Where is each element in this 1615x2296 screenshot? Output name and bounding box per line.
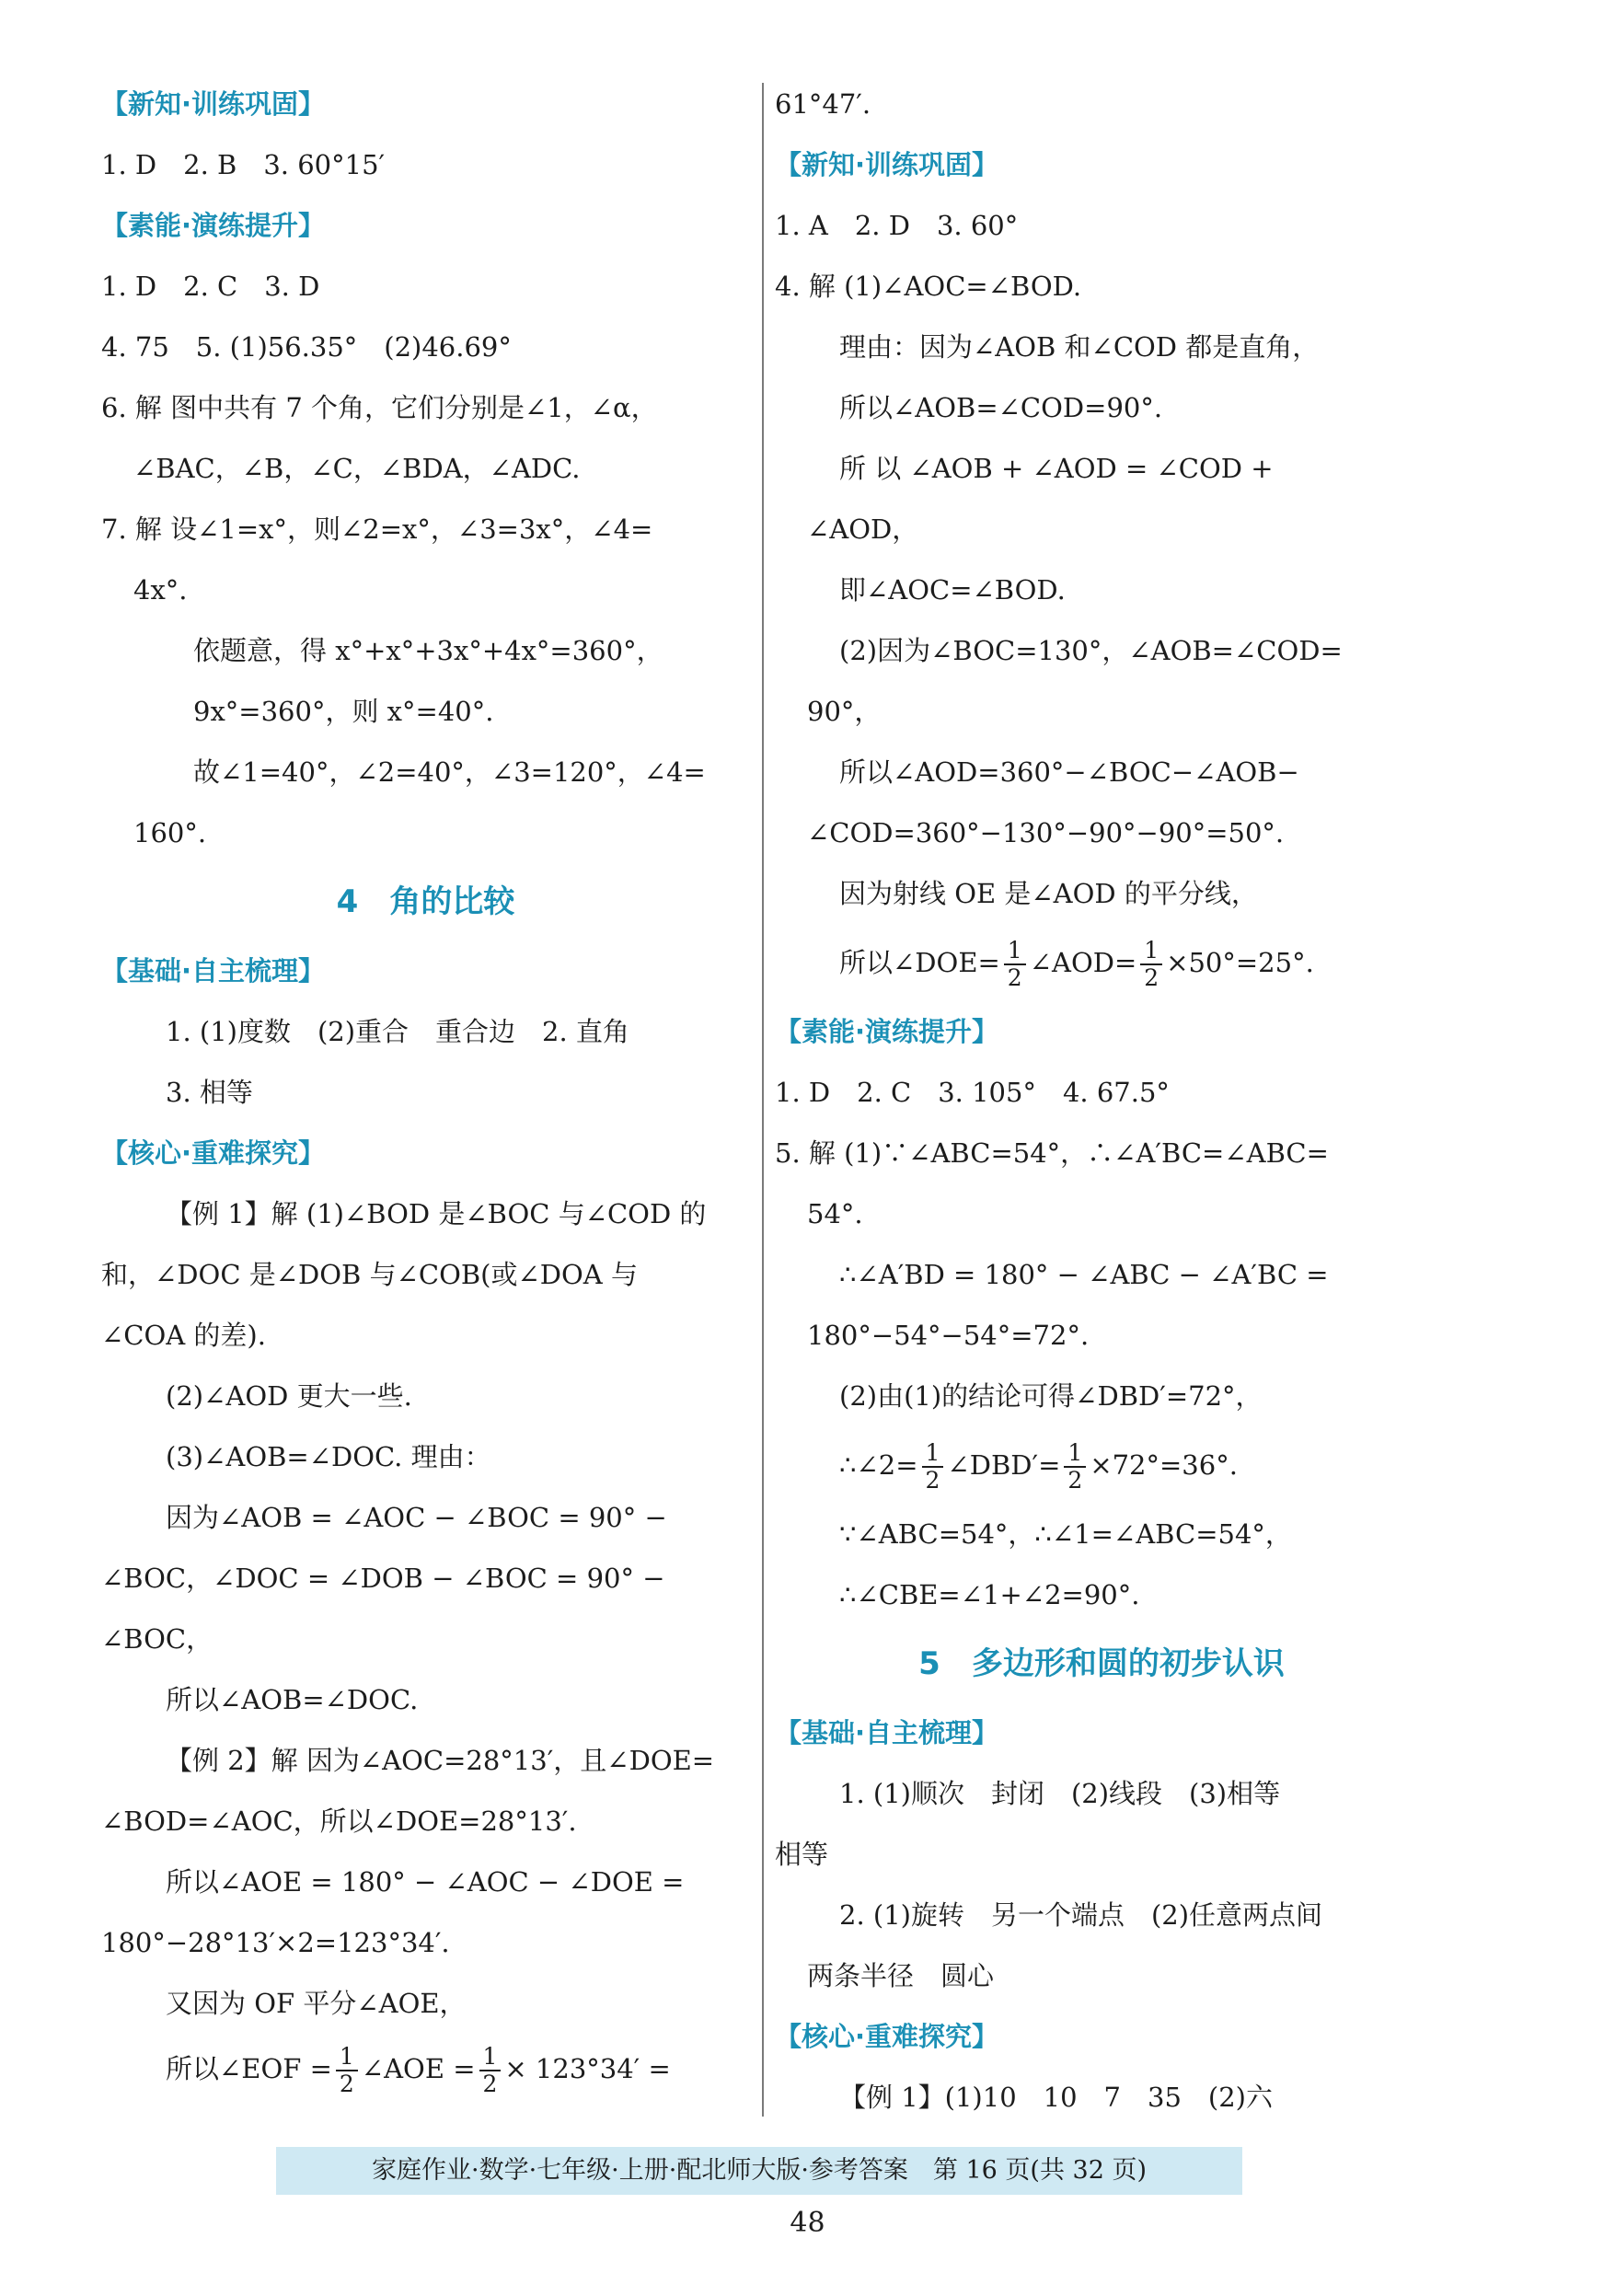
heading-xinzhi: 【新知·训练巩固】 bbox=[101, 88, 326, 120]
answer-line: 【例 1】(1)10 10 7 35 (2)六 bbox=[839, 2082, 1273, 2113]
answer-line: 180°−54°−54°=72°. bbox=[807, 1320, 1090, 1351]
answer-line: 6. 解 图中共有 7 个角，它们分别是∠1，∠α， bbox=[101, 392, 658, 423]
answer-line: ∴∠A′BD = 180° − ∠ABC − ∠A′BC = bbox=[839, 1259, 1329, 1290]
answer-line: 1. D 2. C 3. 105° 4. 67.5° bbox=[775, 1077, 1170, 1108]
answer-line: 3. 相等 bbox=[166, 1077, 253, 1108]
answer-line: ∠BAC，∠B，∠C，∠BDA，∠ADC. bbox=[133, 453, 581, 484]
heading-jichu: 【基础·自主梳理】 bbox=[775, 1717, 999, 1748]
answer-line: 因为射线 OE 是∠AOD 的平分线， bbox=[839, 878, 1258, 909]
answer-line: 所以∠AOB=∠COD=90°. bbox=[839, 392, 1163, 423]
fraction-half: $\frac{1}{2}$ bbox=[1064, 1440, 1086, 1494]
heading-hexin: 【核心·重难探究】 bbox=[101, 1137, 326, 1169]
answer-line: 故∠1=40°，∠2=40°，∠3=120°，∠4= bbox=[193, 756, 706, 788]
answer-line: 2. (1)旋转 另一个端点 (2)任意两点间 bbox=[839, 1899, 1323, 1931]
answer-line: 9x°=360°，则 x°=40°. bbox=[193, 696, 494, 727]
answer-line: 1. D 2. C 3. D bbox=[101, 271, 320, 302]
answer-line: 两条半径 圆心 bbox=[807, 1960, 995, 1991]
fraction-half: $\frac{1}{2}$ bbox=[1140, 938, 1162, 991]
page-footer: 家庭作业·数学·七年级·上册·配北师大版·参考答案 第 16 页(共 32 页) bbox=[276, 2147, 1242, 2195]
answer-line: 1. A 2. D 3. 60° bbox=[775, 210, 1019, 241]
answer-line: 相等 bbox=[775, 1839, 829, 1870]
column-divider bbox=[762, 83, 764, 2117]
answer-line: ∠BOC，∠DOC = ∠DOB − ∠BOC = 90° − bbox=[101, 1563, 665, 1594]
answer-line: 理由：因为∠AOB 和∠COD 都是直角， bbox=[839, 331, 1320, 363]
answer-line: 7. 解 设∠1=x°，则∠2=x°，∠3=3x°，∠4= bbox=[101, 513, 653, 545]
heading-jichu: 【基础·自主梳理】 bbox=[101, 955, 326, 986]
section-title: 5 多边形和圆的初步认识 bbox=[918, 1645, 1285, 1682]
answer-line: (2)由(1)的结论可得∠DBD′=72°， bbox=[839, 1380, 1263, 1412]
answer-line-fraction: ∴∠2= $\frac{1}{2}$ ∠DBD′= $\frac{1}{2}$ ×72°=36°. bbox=[839, 1439, 1238, 1494]
answer-line: ∠BOC， bbox=[101, 1623, 213, 1655]
section-title: 4 角的比较 bbox=[336, 883, 515, 920]
answer-line: 54°. bbox=[807, 1198, 863, 1229]
answer-line: 4. 75 5. (1)56.35° (2)46.69° bbox=[101, 331, 512, 363]
answer-line: 4. 解 (1)∠AOC=∠BOD. bbox=[775, 271, 1082, 302]
answer-line: 5. 解 (1)∵∠ABC=54°，∴∠A′BC=∠ABC= bbox=[775, 1137, 1329, 1169]
answer-line-fraction: 所以∠EOF = $\frac{1}{2}$ ∠AOE = $\frac{1}{2}$ × 123°34′ = bbox=[166, 2043, 671, 2097]
answer-line: 4x°. bbox=[133, 574, 188, 606]
answer-line: 1. D 2. B 3. 60°15′ bbox=[101, 149, 386, 180]
answer-line: ∠AOD， bbox=[807, 513, 919, 545]
answer-line: 【例 1】解 (1)∠BOD 是∠BOC 与∠COD 的 bbox=[166, 1198, 707, 1229]
answer-line: ∠COA 的差). bbox=[101, 1320, 266, 1351]
answer-line: 所以∠AOB=∠DOC. bbox=[166, 1684, 419, 1715]
answer-line: ∴∠CBE=∠1+∠2=90°. bbox=[839, 1579, 1140, 1610]
answer-line: 即∠AOC=∠BOD. bbox=[839, 574, 1066, 606]
answer-line: ∠COD=360°−130°−90°−90°=50°. bbox=[807, 817, 1285, 848]
answer-line: ∵∠ABC=54°，∴∠1=∠ABC=54°， bbox=[839, 1518, 1292, 1550]
answer-line: 又因为 OF 平分∠AOE， bbox=[166, 1988, 467, 2019]
answer-line: 所以∠AOE = 180° − ∠AOC − ∠DOE = bbox=[166, 1866, 685, 1898]
answer-line: 依题意，得 x°+x°+3x°+4x°=360°， bbox=[193, 635, 663, 666]
answer-line: 160°. bbox=[133, 817, 207, 848]
answer-line: 61°47′. bbox=[775, 88, 871, 120]
answer-line: 因为∠AOB = ∠AOC − ∠BOC = 90° − bbox=[166, 1502, 667, 1533]
fraction-half: $\frac{1}{2}$ bbox=[479, 2044, 502, 2097]
answer-line: 1. (1)顺次 封闭 (2)线段 (3)相等 bbox=[839, 1778, 1281, 1809]
answer-line: (2)∠AOD 更大一些. bbox=[166, 1380, 412, 1412]
answer-line: 90°， bbox=[807, 696, 882, 727]
heading-suneng: 【素能·演练提升】 bbox=[101, 210, 326, 241]
answer-line: ∠BOD=∠AOC，所以∠DOE=28°13′. bbox=[101, 1806, 577, 1837]
left-column bbox=[101, 74, 750, 2104]
answer-line: 1. (1)度数 (2)重合 重合边 2. 直角 bbox=[166, 1016, 629, 1047]
answer-line-fraction: 所以∠DOE= $\frac{1}{2}$ ∠AOD= $\frac{1}{2}$ ×50°=25°. bbox=[839, 937, 1314, 991]
answer-line: (3)∠AOB=∠DOC. 理由： bbox=[166, 1441, 491, 1472]
answer-line: 所以∠AOD=360°−∠BOC−∠AOB− bbox=[839, 756, 1299, 788]
fraction-half: $\frac{1}{2}$ bbox=[922, 1440, 944, 1494]
heading-xinzhi: 【新知·训练巩固】 bbox=[775, 149, 999, 180]
answer-line: 180°−28°13′×2=123°34′. bbox=[101, 1927, 450, 1958]
heading-suneng: 【素能·演练提升】 bbox=[775, 1016, 999, 1047]
page-number: 48 bbox=[790, 2207, 825, 2239]
answer-line: 所 以 ∠AOB + ∠AOD = ∠COD + bbox=[839, 453, 1274, 484]
right-column bbox=[775, 74, 1428, 2128]
answer-line: 和，∠DOC 是∠DOB 与∠COB(或∠DOA 与 bbox=[101, 1259, 638, 1290]
answer-line: (2)因为∠BOC=130°，∠AOB=∠COD= bbox=[839, 635, 1343, 666]
fraction-half: $\frac{1}{2}$ bbox=[1004, 938, 1026, 991]
heading-hexin: 【核心·重难探究】 bbox=[775, 2021, 999, 2052]
answer-line: 【例 2】解 因为∠AOC=28°13′，且∠DOE= bbox=[166, 1745, 715, 1776]
fraction-half: $\frac{1}{2}$ bbox=[336, 2044, 358, 2097]
